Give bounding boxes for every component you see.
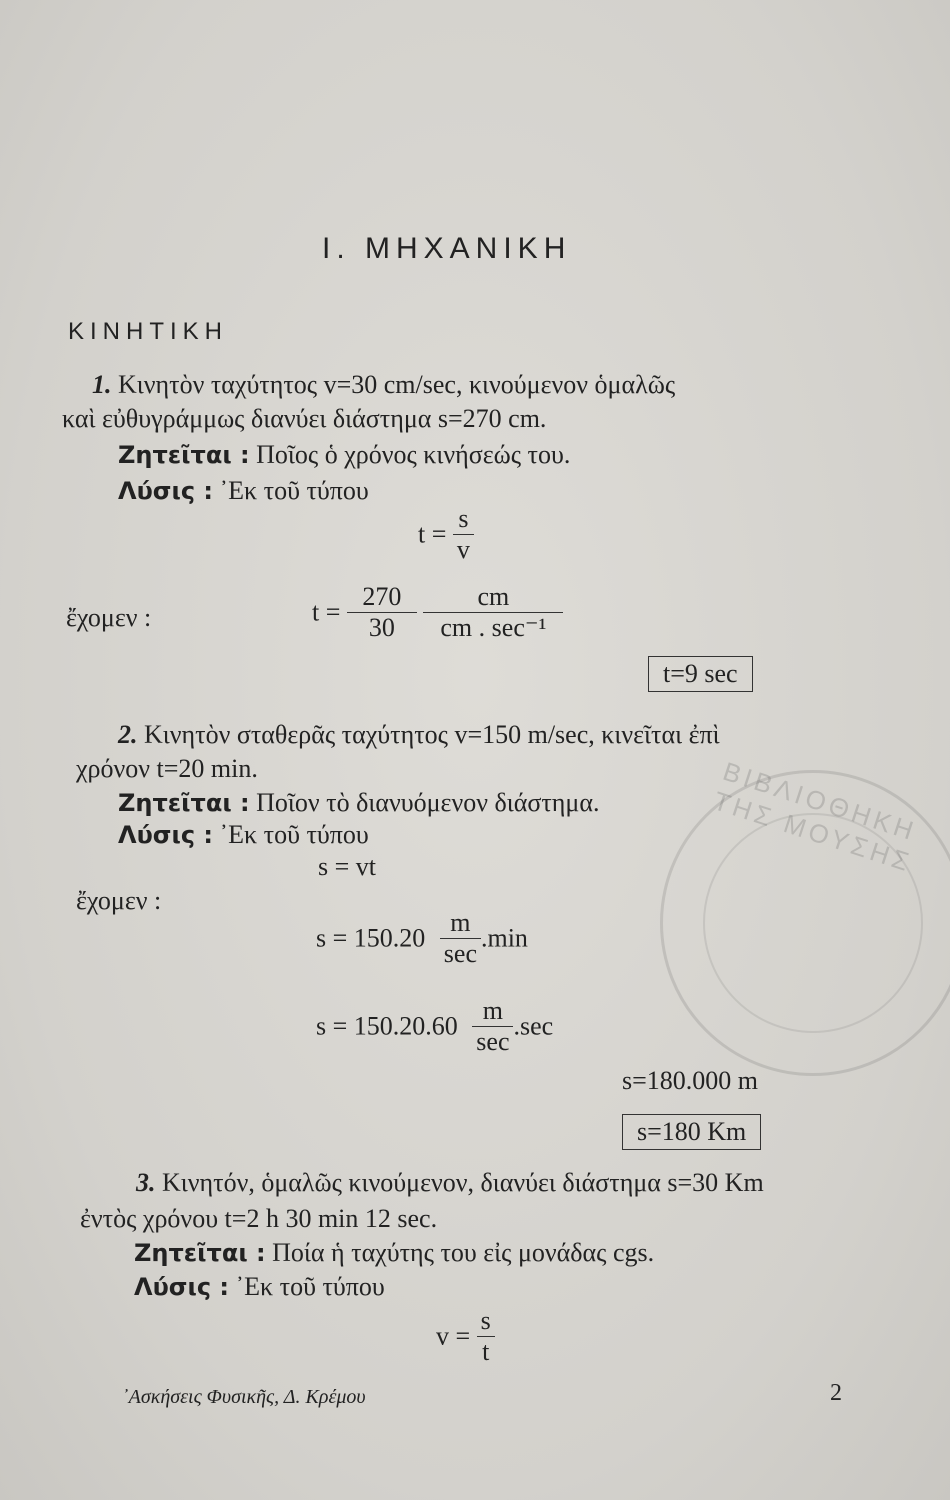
problem-3-formula-lhs: v =	[436, 1321, 471, 1351]
problem-1-question: Ποῖος ὁ χρόνος κινήσεώς του.	[256, 440, 571, 469]
problem-3-formula-num: s	[480, 1306, 491, 1335]
problem-1-formula	[418, 504, 474, 565]
problem-3-question: Ποία ἡ ταχύτης του εἰς μονάδας cgs.	[272, 1238, 655, 1267]
library-stamp	[660, 755, 950, 1076]
stamp-text: ΒΙΒΛΙΟΘΗΚΗ ΤΗΣ ΜΟΥΣΗΣ	[709, 755, 921, 878]
problem-3-formula-fraction	[477, 1306, 495, 1367]
problem-2-text-2: χρόνον t=20 min.	[76, 754, 258, 783]
problem-3-zhteitai-label: Ζητεῖται :	[134, 1239, 266, 1267]
section-title: ΚΙΝΗΤΙΚΗ	[68, 318, 229, 345]
problem-2-step-2-suffix: .sec	[513, 1011, 554, 1041]
problem-2-solution-line	[118, 820, 369, 850]
problem-2-step-1-lhs: s = 150.20	[316, 923, 426, 953]
problem-2-formula: s = vt	[318, 852, 377, 881]
problem-1-solution-intro: ᾿Εκ τοῦ τύπου	[219, 476, 369, 505]
problem-1-calc-den-right: cm . sec⁻¹	[423, 612, 563, 643]
problem-1-line-1	[92, 370, 675, 400]
problem-2-step-2-lhs: s = 150.20.60	[316, 1011, 458, 1041]
problem-3-number: 3.	[136, 1168, 156, 1197]
problem-1-lysis-label: Λύσις :	[118, 477, 214, 505]
chapter-title: Ι. ΜΗΧΑΝΙΚΗ	[322, 232, 572, 265]
problem-1-calculation	[312, 582, 563, 643]
problem-3-text-1: Κινητόν, ὁμαλῶς κινούμενον, διανύει διάστημα s=30 Km	[162, 1168, 764, 1197]
problem-1-calc-num-right: cm	[477, 582, 510, 611]
problem-1-zhteitai-label: Ζητεῖται :	[118, 441, 250, 469]
problem-3-solution-intro: ᾿Εκ τοῦ τύπου	[235, 1272, 385, 1301]
problem-2-intermediate: s=180.000 m	[622, 1066, 759, 1095]
problem-3-formula	[436, 1306, 495, 1367]
problem-1-calc-fraction-left	[347, 582, 417, 643]
problem-1-calc-fraction-right	[423, 582, 563, 643]
problem-2-result: s=180 Km	[622, 1114, 761, 1150]
problem-1-formula-fraction	[453, 504, 474, 565]
problem-3-line-1	[136, 1168, 764, 1198]
problem-1-calc-den-left: 30	[347, 612, 417, 643]
problem-2-step-2-den: sec	[472, 1026, 513, 1057]
problem-1-formula-num: s	[458, 504, 469, 533]
problem-3-question-line	[134, 1238, 654, 1268]
problem-2-question: Ποῖον τὸ διανυόμενον διάστημα.	[256, 788, 600, 817]
problem-2-step-1-den: sec	[440, 938, 481, 969]
problem-1-formula-lhs: t =	[418, 519, 447, 549]
problem-1-result: t=9 sec	[648, 656, 753, 692]
problem-1-text-1: Κινητὸν ταχύτητος v=30 cm/sec, κινούμενον ὁμαλῶς	[118, 370, 676, 399]
problem-3-lysis-label: Λύσις :	[134, 1273, 230, 1301]
problem-2-step-1	[316, 908, 528, 969]
problem-2-zhteitai-label: Ζητεῖται :	[118, 789, 250, 817]
problem-2-lysis-label: Λύσις :	[118, 821, 214, 849]
problem-2-step-1-suffix: .min	[480, 923, 528, 953]
problem-2-step-1-fraction	[440, 908, 481, 969]
problem-1-question-line	[118, 440, 570, 470]
problem-3-text-2: ἐντὸς χρόνου t=2 h 30 min 12 sec.	[80, 1204, 438, 1233]
problem-2-question-line	[118, 788, 599, 818]
footer-book-title: ᾿Ασκήσεις Φυσικῆς, Δ. Κρέμου	[122, 1386, 366, 1408]
problem-3-solution-line	[134, 1272, 385, 1302]
problem-2-echomen: ἔχομεν :	[76, 886, 162, 915]
footer-page-number: 2	[830, 1380, 842, 1406]
problem-2-line-1	[118, 720, 720, 750]
problem-1-number: 1.	[92, 370, 112, 399]
problem-1-calc-num-left: 270	[362, 582, 402, 611]
problem-2-text-1: Κινητὸν σταθερᾶς ταχύτητος v=150 m/sec, κινεῖται ἐπὶ	[144, 720, 720, 749]
problem-2-step-1-num: m	[450, 908, 471, 937]
problem-1-solution-line	[118, 476, 369, 506]
problem-1-formula-den: v	[453, 534, 474, 565]
problem-1-text-2: καὶ εὐθυγράμμως διανύει διάστημα s=270 cm.	[62, 404, 547, 433]
problem-2-step-2	[316, 996, 553, 1057]
problem-1-echomen: ἔχομεν :	[66, 603, 152, 632]
problem-2-step-2-num: m	[482, 996, 503, 1025]
problem-3-formula-den: t	[477, 1336, 495, 1367]
problem-2-step-2-fraction	[472, 996, 513, 1057]
problem-2-solution-intro: ᾿Εκ τοῦ τύπου	[219, 820, 369, 849]
problem-2-number: 2.	[118, 720, 138, 749]
problem-1-calc-lhs: t =	[312, 597, 341, 627]
